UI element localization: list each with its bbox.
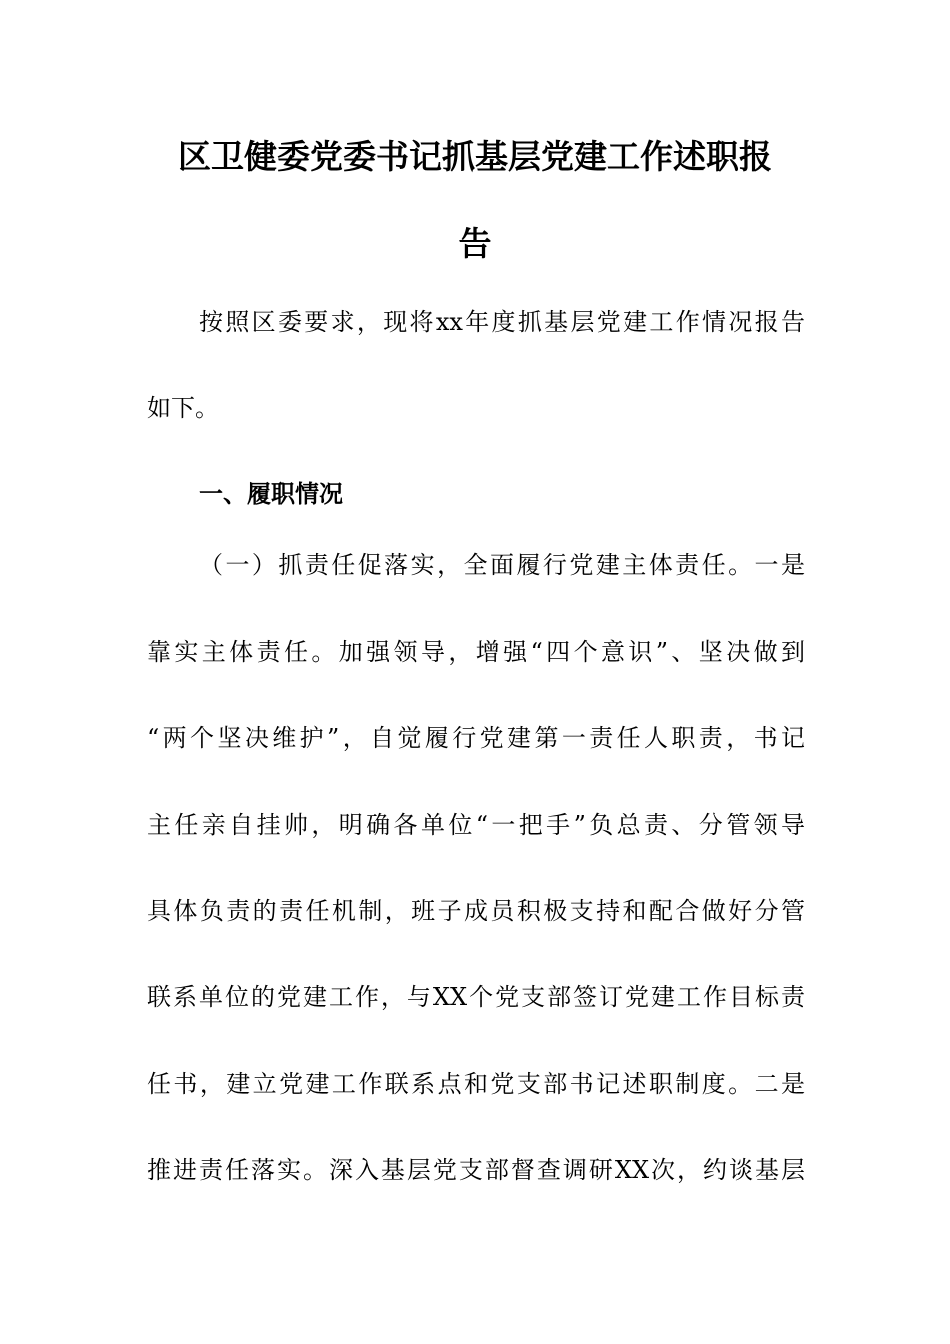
section-heading: 一、履职情况 — [199, 480, 343, 508]
body-line-5: 具体负责的责任机制，班子成员积极支持和配合做好分管 — [147, 897, 805, 925]
body-line-2: 靠实主体责任。加强领导，增强“四个意识”、坚决做到 — [147, 638, 805, 666]
body-line-1: （一）抓责任促落实，全面履行党建主体责任。一是 — [199, 551, 805, 579]
body-line-6: 联系单位的党建工作，与XX个党支部签订党建工作目标责 — [147, 983, 805, 1011]
body-line-8: 推进责任落实。深入基层党支部督查调研XX次，约谈基层 — [147, 1156, 805, 1184]
body-line-3: “两个坚决维护”，自觉履行党建第一责任人职责，书记 — [147, 724, 805, 752]
body-line-7: 任书，建立党建工作联系点和党支部书记述职制度。二是 — [147, 1070, 805, 1098]
document-title-line-2: 告 — [458, 224, 492, 263]
body-line-4: 主任亲自挂帅，明确各单位“一把手”负总责、分管领导 — [147, 811, 805, 839]
document-title-line-1: 区卫健委党委书记抓基层党建工作述职报 — [178, 137, 772, 176]
intro-paragraph-line-1: 按照区委要求，现将xx年度抓基层党建工作情况报告 — [199, 308, 805, 336]
intro-paragraph-line-2: 如下。 — [147, 394, 219, 422]
